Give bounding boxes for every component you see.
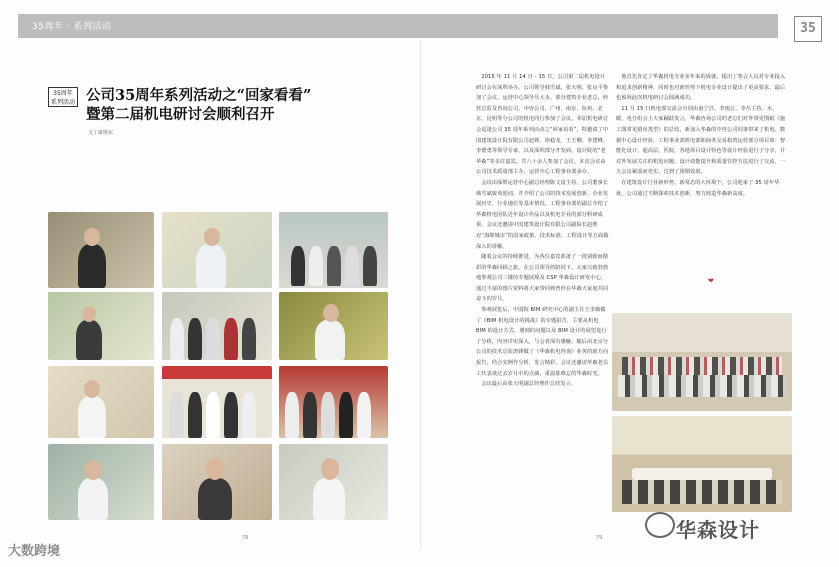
watermark-source: 大数跨境 — [8, 544, 61, 559]
photo-group-red — [279, 366, 388, 438]
wechat-icon — [645, 512, 675, 538]
page-number-left: 78 — [242, 535, 249, 541]
photo-speaker-1 — [48, 212, 154, 288]
paragraph: 会议最后由张大明副总经理作总结发言， — [481, 381, 577, 388]
photo-conference-room — [612, 416, 792, 512]
paragraph: 会议由深圳运营中心副总经理陈文富主持，公司董事长韩雪斌致欢迎词，并介绍了公司的技术发展创新、企业发展历史、行业地位等基本情况。工程事业部的副总介绍了华森机电团队近年设计作品以及机电专业的部分科研成果。会议还邀请中国建筑设计院有限公司副院长赵锂对“海绵城市”的国家政策、技术标准、工程设计等方面做深入的讲解。 — [476, 179, 609, 250]
category-tag-text: 35周年 系列活动 — [50, 90, 75, 106]
photo-speaker-8 — [279, 444, 388, 520]
section-label: 35周年 · 系列活动 — [32, 22, 112, 32]
heart-icon: ❤ — [708, 277, 714, 285]
article-title-line1: 公司35周年系列活动之“回家看看” — [86, 87, 312, 104]
photo-tour-1 — [162, 292, 272, 360]
photo-speaker-3 — [48, 292, 154, 360]
paragraph: 随着会议的持续推进，为各位嘉宾准备了一段别致而精彩的华森回顾之旅。在公司领导的陪同下，大家兴致勃勃地参观公司三楼的专题展现及 CSP 华森设计研发中心，通过丰富的图片资料将大家带回到曾经在华森大家庭共同奋斗的岁月。 — [476, 254, 609, 303]
paragraph: 在建筑设计行业新形势、新常态的大环境下，公司迎来了 35 周年华诞，公司通过不断探索技术创新，努力铸造华森新高度。 — [616, 179, 780, 197]
paragraph: 参观展览后，中国院 BIM 研究中心的副主任王李薇做了《BIM 机电设计的挑战》的专题报告，主要从机电 BIM 的设计方式、遇到的问题以及 BIM 设计的展望进行了分析，内容详实深入，与会者深有感触。随后由北京分公司的技术总监唐锋做了《华森机电咨询》业务的新方向报告，结合实例作分析，发言精彩。会议还邀请华森老员工代表谈过去岁月中的点滴，重温那难忘的华森时光。 — [476, 307, 609, 377]
photo-group-exhibit — [279, 212, 388, 288]
header-bar — [18, 14, 778, 38]
article-title-line2: 暨第二届机电研讨会顺利召开 — [86, 106, 275, 123]
paragraph: 2015 年 11 月 14 日 - 15 日，公司第二届机电设计研讨会在深圳举办。公司领导韩雪斌、张大明、张良平参加了会议，运营中心领导丛大永、部分建筑专业老总、经营总监及咨询公司、中咨公司、广州、南京、杭州、北京、昆明等分公司的机电同行参加了会议。本届机电研讨会适逢公司 35 周年系列活动之“回家看看”，特邀请了中国建筑设计院有限公司赵锂、徐稳龙、王玉卿、李建峰、李德勇等领导专家，以及深圳部分开发商、设计院的“老华森”等多位嘉宾，共六十余人参加了会议。本次会议由公司技术质量部主办，运营中心工程事业部承办。 — [476, 74, 609, 176]
page-number-right: 79 — [596, 535, 603, 541]
photo-speaker-4 — [279, 292, 388, 360]
category-tag — [48, 87, 78, 107]
photo-speaker-5 — [48, 366, 154, 438]
photo-speaker-6 — [48, 444, 154, 520]
article-author: 文 / 康艳东 — [88, 130, 113, 136]
anniversary-logo: 35 — [794, 16, 822, 42]
photo-speaker-7 — [162, 444, 272, 520]
paragraph: 11 月 15 日机电部交流会分别由南宁昌、李雨公、李丛主持、水、暖、电分组会上大家踊跃发言，华森咨询公司的老总们对外带更图纸《施工图常见错误类型》的总结，新加入华森的中咨公司同事带来了机电、数据中心设计经验，工程事业部机电部和商务交易构筑运营部分项目如：智能化设计、超高层、医院、各地项目设计特色等设计经验进行了分享，并对外发展关注的机电问题、设计效能提升和质量管控方法进行了交流，一天会议紧凑而充实，达到了预期效果。 — [616, 105, 786, 176]
paragraph: 他首先肯定了华森机电专业多年来的成就，提出了参会人员对专业投入和追求创新精神，同时也对新形势下机电专业设计提出了更高要求，最后也预祝此次机电研讨会圆满成功。 — [616, 74, 786, 102]
photo-speaker-2 — [162, 212, 272, 288]
watermark-brand: 华森设计 — [676, 518, 760, 542]
photo-group-banner — [162, 366, 272, 438]
photo-group-portrait — [612, 313, 792, 411]
article-column-2 — [616, 72, 788, 199]
page-gutter — [420, 40, 421, 550]
article-column-1 — [476, 72, 610, 390]
